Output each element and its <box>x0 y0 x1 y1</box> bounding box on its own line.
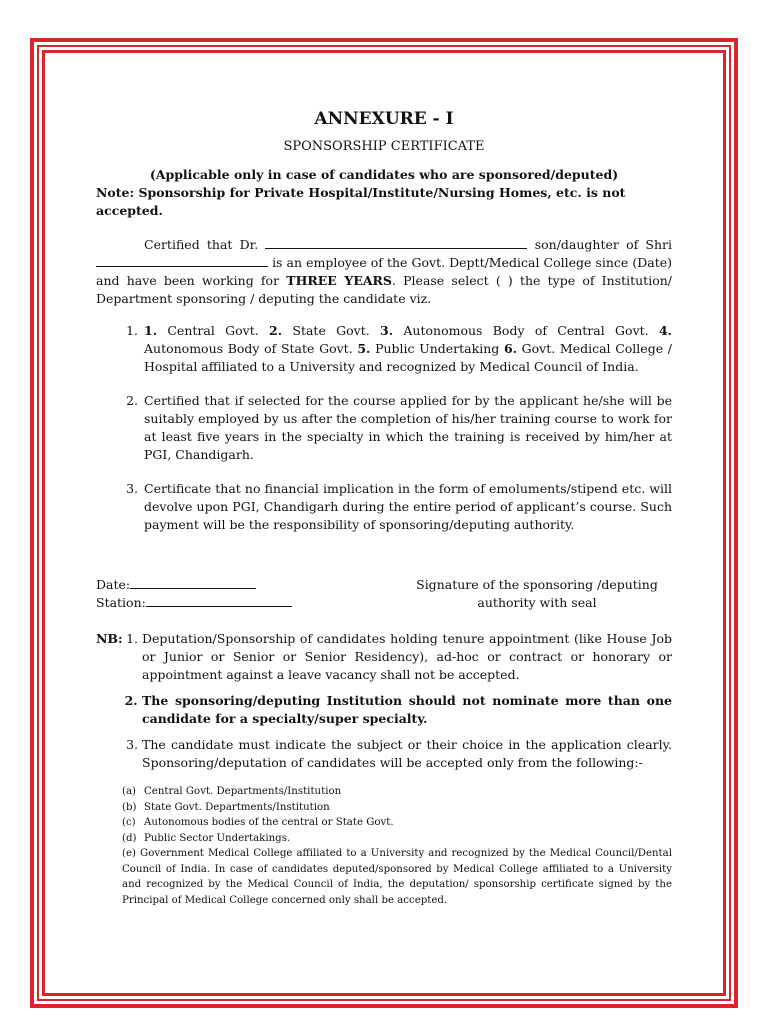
date-station-block <box>96 576 292 612</box>
option-number-5[interactable]: 5. <box>357 341 371 356</box>
date-label: Date: <box>96 577 131 592</box>
option-number-1[interactable]: 1. <box>144 323 158 338</box>
list-item-institution-types <box>142 322 672 376</box>
intro-select-text: . Please select ( ) the type of Institution/ Department sponsoring / deputing the candidate viz. <box>96 273 672 306</box>
sponsor-item-b: (b) State Govt. Departments/Institution <box>122 801 330 813</box>
sponsor-item-c: (c) Autonomous bodies of the central or State Govt. <box>122 817 394 828</box>
nb-item-subject-choice: 3. The candidate must indicate the subject or their choice in the application clearly. Sponsoring/deputation of candidates will be accepted only from the following:- <box>142 736 672 772</box>
option-public-undertaking[interactable]: Public Undertaking <box>370 341 504 356</box>
option-central-govt[interactable]: Central Govt. <box>157 323 270 338</box>
signature-section <box>96 576 672 612</box>
certification-paragraph <box>96 236 672 308</box>
doctor-name-blank[interactable] <box>265 236 527 249</box>
option-autonomous-state[interactable]: Autonomous Body of State Govt. <box>144 341 358 356</box>
intro-certified-text: Certified that Dr. <box>144 237 259 252</box>
signature-caption-line2: authority with seal <box>477 595 597 610</box>
nb-section <box>96 630 672 780</box>
sponsor-item-a: (a) Central Govt. Departments/Institution <box>122 786 342 797</box>
certification-list <box>96 322 672 534</box>
intro-employee-text: is an employee of the Govt. Deptt/Medical College since (Date) and have been working for <box>96 255 672 288</box>
note-line: Note: Sponsorship for Private Hospital/Institute/Nursing Homes, etc. is not accepted. <box>96 185 626 218</box>
father-name-blank[interactable] <box>96 254 268 267</box>
nb-list <box>122 630 672 780</box>
nb-item-tenure: 1. Deputation/Sponsorship of candidates holding tenure appointment (like House Job or Junior or Senior or Senior Residency), ad-hoc or contract or honorary or appointment against a leave vacancy shall not be accepted. <box>142 630 672 684</box>
option-autonomous-central[interactable]: Autonomous Body of Central Govt. <box>393 323 659 338</box>
option-number-3[interactable]: 3. <box>380 323 394 338</box>
option-number-4[interactable]: 4. <box>658 323 672 338</box>
option-number-2[interactable]: 2. <box>269 323 283 338</box>
sponsor-item-e: (e) Government Medical College affiliated to a University and recognized by the Medical Council/Dental Council of India. In case of candidates deputed/sponsored by Medical College affiliated to a University and recognized by the Medical Council of India, the deputation/ sponsorship certificate signed by the Principal of Medical College concerned only shall be accepted. <box>122 848 672 906</box>
list-item-financial-implication: 3. Certificate that no financial implication in the form of emoluments/stipend etc. will devolve upon PGI, Chandigarh during the entire period of applicant’s course. Such payment will be the responsibility of sponsoring/deputing authority. <box>142 480 672 534</box>
applicability-line: (Applicable only in case of candidates who are sponsored/deputed) <box>149 167 619 182</box>
list-item-employment-certification: 2. Certified that if selected for the course applied for by the applicant he/she will be suitably employed by us after the completion of his/her training course to work for at least five years in the specialty in which the training is received by him/her at PGI, Chandigarh. <box>142 392 672 464</box>
sponsor-item-d: (d) Public Sector Undertakings. <box>122 832 291 844</box>
option-number-6[interactable]: 6. <box>503 341 517 356</box>
certificate-body <box>96 110 672 908</box>
document-title: ANNEXURE - I <box>314 109 454 129</box>
nb-item-one-candidate: 2. The sponsoring/deputing Institution should not nominate more than one candidate for a specialty/super specialty. <box>142 692 672 728</box>
signature-caption-line1: Signature of the sponsoring /deputing <box>416 577 658 592</box>
signature-block <box>412 576 662 612</box>
station-blank[interactable] <box>146 594 292 607</box>
intro-relation-text: son/daughter of Shri <box>534 237 673 252</box>
nb-label: NB: <box>96 631 123 646</box>
station-label: Station: <box>96 595 146 610</box>
option-state-govt[interactable]: State Govt. <box>282 323 381 338</box>
date-blank[interactable] <box>130 576 256 589</box>
document-subtitle: SPONSORSHIP CERTIFICATE <box>283 139 485 154</box>
three-years-text: THREE YEARS <box>286 273 392 288</box>
option-medical-college[interactable]: Govt. Medical College / Hospital affiliated to a University and recognized by Medical Council of India. <box>144 341 672 374</box>
eligible-sponsors-list <box>96 784 672 908</box>
